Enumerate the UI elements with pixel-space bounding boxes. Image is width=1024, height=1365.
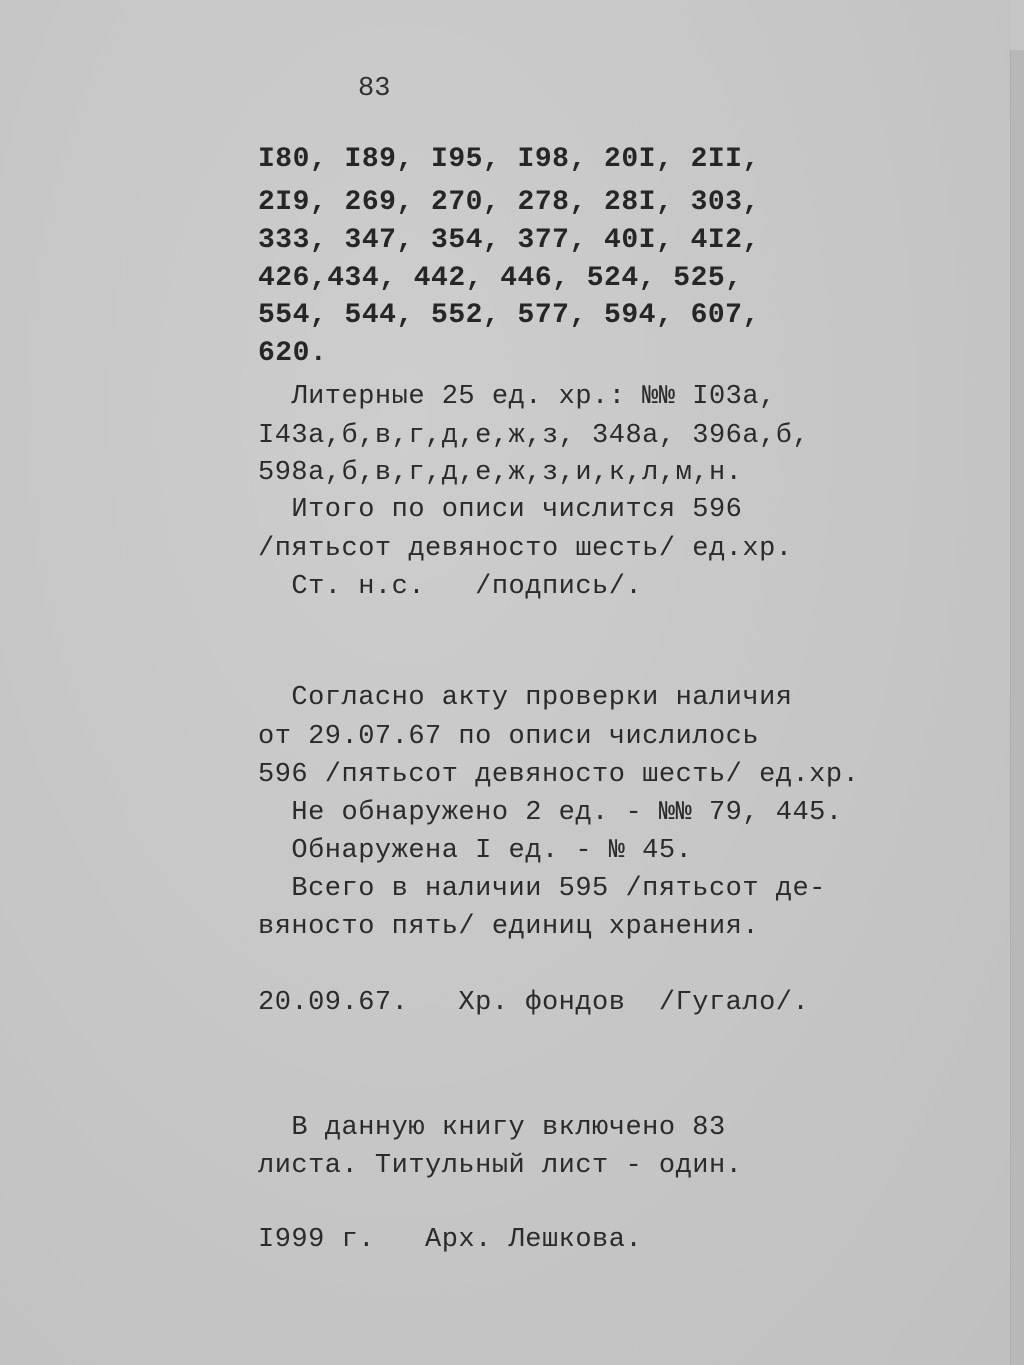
number-list-line: I80, I89, I95, I98, 20I, 2II, <box>258 144 760 175</box>
paragraph-line: I43а,б,в,г,д,е,ж,з, 348а, 396а,б, <box>258 421 810 451</box>
paragraph-line: Литерные 25 ед. хр.: №№ I03а, <box>258 382 776 412</box>
paragraph-line: вяносто пять/ единиц хранения. <box>258 912 760 942</box>
page-edge <box>1010 50 1024 1365</box>
paragraph-line: В данную книгу включено 83 <box>258 1113 726 1143</box>
number-list-line: 426,434, 442, 446, 524, 525, <box>258 263 743 294</box>
paragraph-line: Итого по описи числится 596 <box>258 495 743 525</box>
paragraph-line: 596 /пятьсот девяносто шесть/ ед.хр. <box>258 760 860 790</box>
number-list-line: 620. <box>258 338 328 369</box>
paragraph-line: Согласно акту проверки наличия <box>258 683 793 713</box>
signature-line: Ст. н.с. /подпись/. <box>258 572 643 602</box>
paragraph-line: Всего в наличии 595 /пятьсот де- <box>258 874 826 904</box>
number-list-line: 554, 544, 552, 577, 594, 607, <box>258 300 760 331</box>
number-list-line: 2I9, 269, 270, 278, 28I, 303, <box>258 187 760 218</box>
number-list-line: 333, 347, 354, 377, 40I, 4I2, <box>258 225 760 256</box>
paragraph-line: Обнаружена I ед. - № 45. <box>258 836 693 866</box>
signature-1967: 20.09.67. Хр. фондов /Гугало/. <box>258 988 810 1018</box>
paragraph-line: 598а,б,в,г,д,е,ж,з,и,к,л,м,н. <box>258 458 743 488</box>
paragraph-line: Не обнаружено 2 ед. - №№ 79, 445. <box>258 798 843 828</box>
paragraph-line: от 29.07.67 по описи числилось <box>258 722 760 752</box>
signature-1999: I999 г. Арх. Лешкова. <box>258 1225 643 1255</box>
paragraph-line: /пятьсот девяносто шесть/ ед.хр. <box>258 534 793 564</box>
page-number: 83 <box>358 74 391 104</box>
paragraph-line: листа. Титульный лист - один. <box>258 1151 743 1181</box>
